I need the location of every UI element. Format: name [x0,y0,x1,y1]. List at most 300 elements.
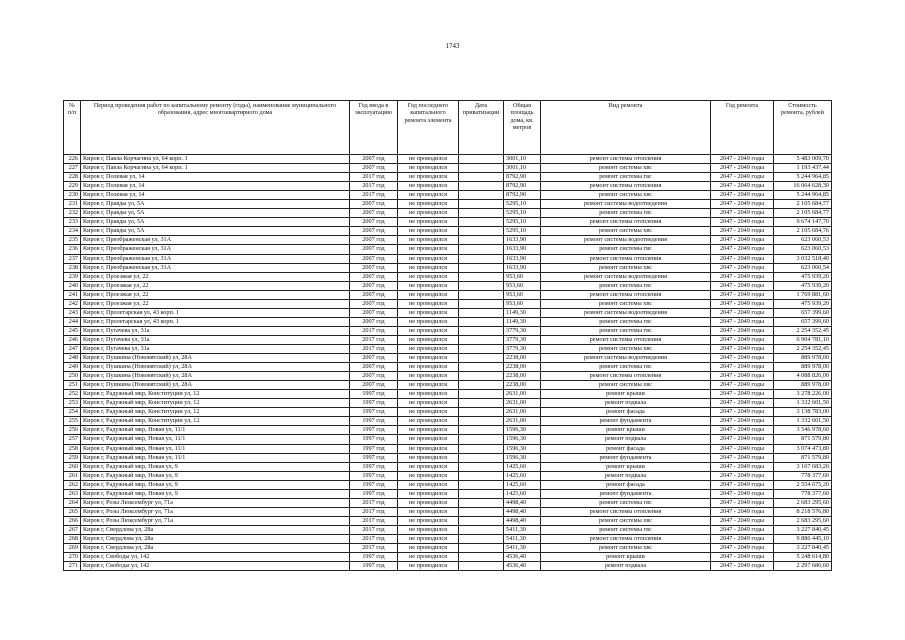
cell-num: 250 [64,372,81,381]
cell-num: 232 [64,209,81,218]
cell-repair-type: ремонт системы гвс [541,245,711,254]
cell-last-repair: не проводился [398,390,459,399]
cell-cost: 3 032 518,40 [774,254,832,263]
cell-cost: 871 579,80 [774,453,832,462]
cell-year-built: 2017 год [350,173,398,182]
cell-num: 246 [64,335,81,344]
cell-cost: 16 064 628,30 [774,182,832,191]
cell-year-built: 1997 год [350,426,398,435]
cell-repair-period: 2047 - 2049 годы [711,254,774,263]
cell-address: Киров г, Пролетарская ул, 43 корп. 1 [81,317,350,326]
cell-privatization [459,553,504,562]
cell-repair-type: ремонт системы гвс [541,525,711,534]
cell-repair-period: 2047 - 2049 годы [711,562,774,571]
cell-year-built: 2007 год [350,308,398,317]
cell-area: 2238,00 [504,363,541,372]
cell-repair-period: 2047 - 2049 годы [711,272,774,281]
cell-year-built: 1997 год [350,408,398,417]
cell-repair-type: ремонт системы гвс [541,326,711,335]
cell-year-built: 2007 год [350,218,398,227]
cell-privatization [459,507,504,516]
cell-num: 235 [64,236,81,245]
cell-year-built: 1997 год [350,562,398,571]
cell-num: 256 [64,426,81,435]
cell-privatization [459,471,504,480]
cell-repair-period: 2047 - 2049 годы [711,489,774,498]
cell-last-repair: не проводился [398,344,459,353]
table-row [64,209,832,218]
cell-num: 244 [64,317,81,326]
cell-cost: 2 683 295,60 [774,516,832,525]
cell-address: Киров г, Свободы ул, 142 [81,562,350,571]
table-row [64,480,832,489]
cell-privatization [459,435,504,444]
cell-num: 264 [64,498,81,507]
cell-year-built: 2007 год [350,155,398,164]
cell-num: 266 [64,516,81,525]
table-row [64,453,832,462]
cell-year-built: 2007 год [350,236,398,245]
cell-last-repair: не проводился [398,562,459,571]
table-row [64,408,832,417]
cell-repair-period: 2047 - 2049 годы [711,263,774,272]
cell-last-repair: не проводился [398,191,459,200]
cell-cost: 2 254 352,45 [774,344,832,353]
table-row [64,444,832,453]
cell-repair-period: 2047 - 2049 годы [711,173,774,182]
cell-repair-type: ремонт фасада [541,408,711,417]
cell-num: 248 [64,354,81,363]
cell-last-repair: не проводился [398,272,459,281]
cell-num: 258 [64,444,81,453]
cell-cost: 1 769 881,60 [774,290,832,299]
cell-area: 4536,40 [504,562,541,571]
cell-address: Киров г, Павла Корчагина ул, 64 корп. 1 [81,164,350,173]
cell-cost: 5 244 964,85 [774,173,832,182]
cell-area: 1425,60 [504,471,541,480]
cell-num: 263 [64,489,81,498]
cell-year-built: 1997 год [350,390,398,399]
cell-last-repair: не проводился [398,164,459,173]
cell-area: 1596,30 [504,435,541,444]
header-area: Общая площадь дома, кв. метров [504,101,541,155]
cell-cost: 3 227 840,45 [774,525,832,534]
cell-num: 271 [64,562,81,571]
cell-year-built: 1997 год [350,399,398,408]
table-row [64,553,832,562]
cell-address: Киров г, Радужный мкр, Конституции ул, 12 [81,399,350,408]
cell-num: 240 [64,281,81,290]
cell-address: Киров г, Правды ул, 5А [81,218,350,227]
cell-repair-type: ремонт подвала [541,435,711,444]
cell-cost: 9 886 445,10 [774,534,832,543]
cell-year-built: 2007 год [350,245,398,254]
table-row [64,363,832,372]
cell-num: 228 [64,173,81,182]
cell-last-repair: не проводился [398,245,459,254]
cell-year-built: 2007 год [350,290,398,299]
cell-privatization [459,426,504,435]
cell-repair-period: 2047 - 2049 годы [711,308,774,317]
cell-area: 8792,90 [504,182,541,191]
cell-area: 1596,30 [504,426,541,435]
cell-last-repair: не проводился [398,363,459,372]
cell-repair-type: ремонт подвала [541,471,711,480]
table-row [64,372,832,381]
cell-num: 231 [64,200,81,209]
cell-last-repair: не проводился [398,516,459,525]
cell-repair-type: ремонт фасада [541,444,711,453]
cell-repair-type: ремонт системы хвс [541,344,711,353]
cell-privatization [459,534,504,543]
header-privatization: Дата приватизации [459,101,504,155]
cell-repair-period: 2047 - 2049 годы [711,354,774,363]
cell-area: 4498,40 [504,507,541,516]
cell-repair-type: ремонт системы отопления [541,290,711,299]
cell-year-built: 2017 год [350,344,398,353]
cell-repair-type: ремонт крыши [541,462,711,471]
cell-privatization [459,209,504,218]
table-row [64,426,832,435]
cell-repair-period: 2047 - 2049 годы [711,317,774,326]
table-row [64,471,832,480]
cell-repair-period: 2047 - 2049 годы [711,344,774,353]
table-row [64,507,832,516]
table-row [64,155,832,164]
cell-address: Киров г, Свердлова ул, 28а [81,544,350,553]
cell-num: 239 [64,272,81,281]
cell-last-repair: не проводился [398,281,459,290]
cell-num: 262 [64,480,81,489]
cell-last-repair: не проводился [398,453,459,462]
cell-privatization [459,544,504,553]
cell-num: 269 [64,544,81,553]
cell-privatization [459,326,504,335]
cell-last-repair: не проводился [398,299,459,308]
cell-cost: 9 674 147,70 [774,218,832,227]
cell-repair-period: 2047 - 2049 годы [711,326,774,335]
header-year-built: Год ввода в эксплуатацию [350,101,398,155]
cell-privatization [459,381,504,390]
cell-year-built: 2017 год [350,534,398,543]
cell-repair-type: ремонт системы отопления [541,372,711,381]
cell-privatization [459,480,504,489]
cell-repair-period: 2047 - 2049 годы [711,417,774,426]
table-row [64,498,832,507]
cell-repair-type: ремонт системы гвс [541,281,711,290]
table-row [64,281,832,290]
cell-privatization [459,191,504,200]
cell-privatization [459,444,504,453]
cell-num: 261 [64,471,81,480]
cell-cost: 3 546 978,60 [774,426,832,435]
cell-address: Киров г, Пушкина (Нововятский) ул, 28А [81,354,350,363]
cell-year-built: 2007 год [350,299,398,308]
cell-cost: 2 254 352,45 [774,326,832,335]
cell-last-repair: не проводился [398,326,459,335]
table-row [64,462,832,471]
cell-last-repair: не проводился [398,417,459,426]
cell-cost: 889 978,00 [774,363,832,372]
cell-privatization [459,498,504,507]
cell-area: 2238,00 [504,372,541,381]
cell-privatization [459,236,504,245]
cell-area: 953,60 [504,281,541,290]
table-row [64,544,832,553]
cell-privatization [459,218,504,227]
table-row [64,562,832,571]
cell-area: 4498,40 [504,516,541,525]
cell-last-repair: не проводился [398,534,459,543]
cell-repair-type: ремонт системы гвс [541,317,711,326]
cell-privatization [459,489,504,498]
cell-repair-type: ремонт подвала [541,399,711,408]
cell-cost: 2 105 684,77 [774,209,832,218]
header-address: Период проведения работ по капитальному ремонту (годы), наименование муниципального образования, адрес многоквартирного дома [81,101,350,155]
table-row [64,381,832,390]
cell-repair-period: 2047 - 2049 годы [711,544,774,553]
cell-area: 8792,90 [504,173,541,182]
cell-address: Киров г, Проезжая ул, 22 [81,290,350,299]
cell-repair-type: ремонт системы отопления [541,182,711,191]
cell-area: 5295,10 [504,200,541,209]
cell-address: Киров г, Радужный мкр, Новая ул, 11/1 [81,426,350,435]
cell-cost: 657 399,60 [774,317,832,326]
cell-repair-period: 2047 - 2049 годы [711,381,774,390]
cell-cost: 2 105 684,76 [774,227,832,236]
cell-repair-type: ремонт системы хвс [541,381,711,390]
cell-repair-type: ремонт системы отопления [541,155,711,164]
cell-year-built: 2007 год [350,317,398,326]
cell-num: 241 [64,290,81,299]
table-row [64,525,832,534]
cell-repair-period: 2047 - 2049 годы [711,236,774,245]
cell-address: Киров г, Проезжая ул, 22 [81,272,350,281]
cell-cost: 5 244 964,85 [774,191,832,200]
cell-num: 238 [64,263,81,272]
cell-last-repair: не проводился [398,335,459,344]
cell-area: 5295,10 [504,227,541,236]
cell-repair-type: ремонт фасада [541,480,711,489]
cell-address: Киров г, Радужный мкр, Конституции ул, 12 [81,408,350,417]
cell-repair-type: ремонт системы отопления [541,335,711,344]
cell-repair-type: ремонт крыши [541,426,711,435]
cell-last-repair: не проводился [398,209,459,218]
cell-repair-period: 2047 - 2049 годы [711,164,774,173]
cell-year-built: 2007 год [350,254,398,263]
cell-address: Киров г, Радужный мкр, Новая ул, 9 [81,480,350,489]
table-row [64,254,832,263]
cell-repair-period: 2047 - 2049 годы [711,363,774,372]
table-row [64,191,832,200]
header-repair-period: Год ремонта [711,101,774,155]
cell-repair-period: 2047 - 2049 годы [711,209,774,218]
cell-area: 953,60 [504,272,541,281]
cell-privatization [459,200,504,209]
table-row [64,272,832,281]
table-row [64,290,832,299]
cell-num: 226 [64,155,81,164]
cell-privatization [459,263,504,272]
cell-year-built: 2017 год [350,191,398,200]
cell-repair-type: ремонт системы хвс [541,191,711,200]
cell-last-repair: не проводился [398,155,459,164]
cell-last-repair: не проводился [398,372,459,381]
cell-year-built: 2017 год [350,544,398,553]
cell-num: 237 [64,254,81,263]
cell-area: 2631,00 [504,399,541,408]
header-last-repair: Год последнего капитального ремонта элемента [398,101,459,155]
cell-privatization [459,290,504,299]
cell-repair-type: ремонт системы гвс [541,209,711,218]
cell-cost: 3 227 840,45 [774,544,832,553]
cell-year-built: 2007 год [350,381,398,390]
cell-repair-type: ремонт фундамента [541,489,711,498]
cell-area: 5411,30 [504,534,541,543]
cell-year-built: 2017 год [350,525,398,534]
cell-num: 252 [64,390,81,399]
cell-cost: 2 105 684,77 [774,200,832,209]
cell-area: 3001,10 [504,164,541,173]
cell-address: Киров г, Свободы ул, 142 [81,553,350,562]
cell-last-repair: не проводился [398,408,459,417]
cell-num: 255 [64,417,81,426]
cell-cost: 5 248 614,80 [774,553,832,562]
cell-area: 3779,30 [504,326,541,335]
cell-privatization [459,562,504,571]
cell-cost: 3 074 473,80 [774,444,832,453]
cell-privatization [459,354,504,363]
cell-privatization [459,164,504,173]
cell-cost: 623 060,53 [774,236,832,245]
cell-last-repair: не проводился [398,173,459,182]
cell-repair-type: ремонт системы хвс [541,544,711,553]
cell-year-built: 2017 год [350,507,398,516]
cell-address: Киров г, Радужный мкр, Новая ул, 11/1 [81,453,350,462]
cell-last-repair: не проводился [398,471,459,480]
cell-address: Киров г, Пугачева ул, 31а [81,326,350,335]
cell-year-built: 2007 год [350,227,398,236]
cell-repair-type: ремонт системы отопления [541,534,711,543]
cell-area: 1149,30 [504,317,541,326]
cell-repair-type: ремонт системы отопления [541,254,711,263]
cell-year-built: 2017 год [350,326,398,335]
cell-address: Киров г, Преображенская ул, 31А [81,263,350,272]
cell-address: Киров г, Пушкина (Нововятский) ул, 28А [81,381,350,390]
cell-repair-type: ремонт системы отопления [541,218,711,227]
cell-repair-type: ремонт системы водоотведения [541,308,711,317]
cell-privatization [459,155,504,164]
cell-num: 260 [64,462,81,471]
cell-year-built: 1997 год [350,435,398,444]
cell-repair-period: 2047 - 2049 годы [711,218,774,227]
cell-privatization [459,417,504,426]
cell-num: 249 [64,363,81,372]
cell-num: 230 [64,191,81,200]
cell-repair-period: 2047 - 2049 годы [711,290,774,299]
cell-year-built: 1997 год [350,453,398,462]
cell-privatization [459,363,504,372]
cell-cost: 623 060,53 [774,245,832,254]
cell-privatization [459,308,504,317]
table-row [64,399,832,408]
cell-cost: 889 978,00 [774,381,832,390]
cell-year-built: 2007 год [350,200,398,209]
cell-cost: 8 218 576,80 [774,507,832,516]
cell-repair-type: ремонт системы хвс [541,263,711,272]
cell-year-built: 2017 год [350,182,398,191]
cell-last-repair: не проводился [398,544,459,553]
cell-repair-type: ремонт системы гвс [541,363,711,372]
cell-area: 3779,30 [504,335,541,344]
cell-area: 953,60 [504,290,541,299]
cell-cost: 4 088 826,00 [774,372,832,381]
cell-year-built: 1997 год [350,462,398,471]
table-row [64,173,832,182]
cell-last-repair: не проводился [398,263,459,272]
cell-num: 265 [64,507,81,516]
cell-cost: 6 904 781,10 [774,335,832,344]
cell-year-built: 2007 год [350,372,398,381]
cell-area: 1425,60 [504,489,541,498]
table-row [64,236,832,245]
cell-privatization [459,390,504,399]
cell-repair-type: ремонт подвала [541,562,711,571]
cell-privatization [459,317,504,326]
cell-address: Киров г, Павла Корчагина ул, 64 корп. 1 [81,155,350,164]
cell-cost: 1 332 601,50 [774,417,832,426]
cell-cost: 3 278 226,00 [774,390,832,399]
cell-address: Киров г, Свердлова ул, 28а [81,534,350,543]
cell-privatization [459,372,504,381]
cell-address: Киров г, Радужный мкр, Конституции ул, 12 [81,390,350,399]
cell-year-built: 1997 год [350,444,398,453]
cell-year-built: 2007 год [350,272,398,281]
cell-address: Киров г, Проезжая ул, 22 [81,299,350,308]
table-header-row [64,101,832,155]
cell-area: 2631,00 [504,408,541,417]
cell-privatization [459,462,504,471]
cell-repair-type: ремонт системы хвс [541,516,711,525]
cell-year-built: 2007 год [350,281,398,290]
cell-repair-period: 2047 - 2049 годы [711,245,774,254]
cell-year-built: 2017 год [350,516,398,525]
header-repair-type: Вид ремонта [541,101,711,155]
cell-address: Киров г, Пушкина (Нововятский) ул, 28А [81,372,350,381]
cell-cost: 2 683 295,60 [774,498,832,507]
cell-num: 251 [64,381,81,390]
cell-cost: 623 060,54 [774,263,832,272]
cell-area: 4498,40 [504,498,541,507]
cell-repair-period: 2047 - 2049 годы [711,281,774,290]
cell-repair-period: 2047 - 2049 годы [711,462,774,471]
cell-year-built: 2017 год [350,335,398,344]
cell-repair-type: ремонт системы хвс [541,299,711,308]
cell-area: 1633,90 [504,254,541,263]
table-row [64,308,832,317]
cell-repair-period: 2047 - 2049 годы [711,335,774,344]
cell-area: 1633,90 [504,236,541,245]
table-row [64,299,832,308]
cell-address: Киров г, Полевая ул, 14 [81,182,350,191]
table-row [64,326,832,335]
cell-last-repair: не проводился [398,525,459,534]
cell-repair-period: 2047 - 2049 годы [711,200,774,209]
table-row [64,489,832,498]
cell-num: 227 [64,164,81,173]
cell-area: 8792,90 [504,191,541,200]
cell-num: 236 [64,245,81,254]
